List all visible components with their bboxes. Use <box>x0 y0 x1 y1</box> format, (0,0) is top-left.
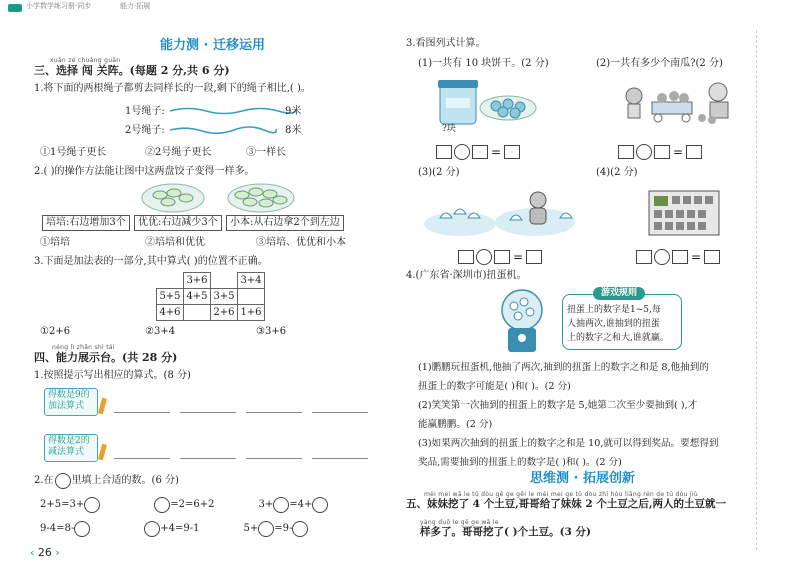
hint-box-subtraction <box>44 434 98 462</box>
answer-circle[interactable] <box>476 249 492 265</box>
r-sub4: (4)(2 分) <box>596 167 638 178</box>
eq-text: =9- <box>274 523 293 534</box>
q4-1-text: 1.按照提示写出相应的算式。(8 分) <box>34 370 191 381</box>
rope2-illustration <box>168 123 278 137</box>
table-cell: 3+6 <box>184 273 211 289</box>
r-q4-text: 4.(广东省·深圳市)扭蛋机。 <box>406 270 527 281</box>
formula-blanks-3 <box>458 249 542 265</box>
answer-box[interactable] <box>458 250 474 264</box>
answer-box[interactable] <box>494 250 510 264</box>
q3-3-text: 3.下面是加法表的一部分,其中算式( )的位置不正确。 <box>34 256 268 267</box>
table-cell: 1+6 <box>238 305 265 321</box>
q3-1-option-b[interactable]: ②2号绳子更长 <box>145 147 212 158</box>
table-cell: 3+4 <box>238 273 265 289</box>
answer-line[interactable] <box>312 412 368 413</box>
r-sub3: (3)(2 分) <box>418 167 460 178</box>
answer-circle[interactable] <box>636 144 652 160</box>
q3-3-option-b[interactable]: ②3+4 <box>145 326 176 337</box>
q4-pinyin: néng lì zhǎn shì tái <box>52 344 115 351</box>
hint-line: 得数是9的 <box>48 390 90 400</box>
pencil-icon <box>98 444 107 461</box>
pumpkin-cart-illustration <box>622 74 742 124</box>
answer-box[interactable] <box>686 145 702 159</box>
answer-circle[interactable] <box>154 497 170 513</box>
page-prev-icon: ‹ <box>30 546 38 559</box>
eq-text: =4+ <box>289 499 313 510</box>
q3-2-option-b[interactable]: ②培培和优优 <box>145 237 205 248</box>
table-row <box>157 273 265 289</box>
rope1-illustration <box>168 104 298 118</box>
answer-circle[interactable] <box>84 497 100 513</box>
q4-2-text <box>34 473 179 489</box>
answer-circle[interactable] <box>74 521 90 537</box>
table-cell <box>157 273 184 289</box>
equals-icon: = <box>513 250 524 264</box>
table-cell: 4+5 <box>184 289 211 305</box>
q5-line2: 样多了。哥哥挖了( )个土豆。(3 分) <box>420 526 591 538</box>
option-tag-youyou: 优优:右边减少3个 <box>134 215 222 231</box>
r-p2b: 能赢鹏鹏。(2 分) <box>418 419 493 430</box>
addition-table <box>156 272 265 321</box>
r-p1: (1)鹏鹏玩扭蛋机,他抽了两次,抽到的扭蛋上的数字之和是 8,他抽到的 <box>418 362 709 373</box>
answer-line[interactable] <box>114 458 170 459</box>
eq-text: =2=6+2 <box>170 499 215 510</box>
table-cell <box>211 273 238 289</box>
q3-1-option-a[interactable]: ①1号绳子更长 <box>40 147 107 158</box>
answer-line[interactable] <box>312 458 368 459</box>
r-p3b: 奖品,需要抽到的扭蛋上的数字是( )和( )。(2 分) <box>418 457 622 468</box>
answer-box[interactable] <box>504 145 520 159</box>
table-cell: 2+6 <box>211 305 238 321</box>
q4-heading: 四、能力展示台。(共 28 分) <box>34 351 178 364</box>
answer-line[interactable] <box>180 458 236 459</box>
margin-divider <box>756 30 757 550</box>
equals-icon: = <box>491 145 502 159</box>
answer-line[interactable] <box>180 412 236 413</box>
answer-box[interactable] <box>672 250 688 264</box>
rope2-length: 8米 <box>285 125 302 136</box>
answer-line[interactable] <box>246 412 302 413</box>
answer-circle[interactable] <box>258 521 274 537</box>
eq-text: 9-4=8- <box>40 523 75 534</box>
answer-box[interactable] <box>526 250 542 264</box>
biscuit-caption: ?块 <box>442 124 456 134</box>
q5-pinyin: mèi mei wā le tǔ dòu gē ge gěi le mèi mei ge tǔ dòu zhī hòu liǎng rén de tǔ dòu jiù <box>424 491 698 498</box>
answer-circle[interactable] <box>312 497 328 513</box>
page-number <box>30 546 60 559</box>
answer-box[interactable] <box>636 250 652 264</box>
mushrooms-illustration <box>420 186 580 242</box>
q3-heading: 三、选择 闯 关阵。(每题 2 分,共 6 分) <box>34 64 230 77</box>
equals-icon: = <box>673 145 684 159</box>
eq-text: +4=9-1 <box>160 523 200 534</box>
gumball-machine-illustration <box>498 286 546 356</box>
answer-circle[interactable] <box>273 497 289 513</box>
unit-badge <box>8 4 22 12</box>
hint-line: 得数是2的 <box>48 436 90 446</box>
table-row <box>157 289 265 305</box>
r-sub1: (1)一共有 10 块饼干。(2 分) <box>418 58 549 69</box>
section-title-ability: 能力测 · 迁移运用 <box>160 38 265 53</box>
running-title: 小学数学练习册·同步 <box>26 2 92 10</box>
r-p2: (2)笑笑第一次抽到的扭蛋上的数字是 5,她第二次至少要抽到( ),才 <box>418 400 698 411</box>
table-cell: 3+5 <box>211 289 238 305</box>
equals-icon: = <box>691 250 702 264</box>
q5-line1: 五、妹妹挖了 4 个土豆,哥哥给了妹妹 2 个土豆之后,两人的土豆就一 <box>406 498 727 510</box>
r-p1b: 扭蛋上的数字可能是( )和( )。(2 分) <box>418 381 571 392</box>
r-q3-text: 3.看图列式计算。 <box>406 38 486 49</box>
rules-line: 扭蛋上的数字是1~5,每 <box>567 305 661 315</box>
header-small-label: 能力·拓展 <box>120 2 151 10</box>
formula-blanks-2 <box>618 144 702 160</box>
answer-box[interactable] <box>654 145 670 159</box>
answer-circle[interactable] <box>454 144 470 160</box>
q3-3-option-c[interactable]: ③3+6 <box>256 326 287 337</box>
answer-line[interactable] <box>114 412 170 413</box>
r-p3: (3)如果两次抽到的扭蛋上的数字之和是 10,就可以得到奖品。要想得到 <box>418 438 719 449</box>
answer-box[interactable] <box>618 145 634 159</box>
biscuit-plate-illustration <box>478 92 538 122</box>
pencil-icon <box>98 398 107 415</box>
q5-pinyin2: yàng duō le gē ge wā le <box>420 519 499 526</box>
eq-row-2 <box>40 521 370 537</box>
table-row <box>157 305 265 321</box>
table-cell: 5+5 <box>157 289 184 305</box>
answer-circle[interactable] <box>654 249 670 265</box>
q3-2-text: 2.( )的操作方法能让图中这两盘饺子变得一样多。 <box>34 166 255 177</box>
hint-line: 加法算式 <box>48 400 85 411</box>
formula-blanks-1 <box>436 144 520 160</box>
formula-blanks-4 <box>636 249 720 265</box>
answer-box[interactable] <box>704 250 720 264</box>
answer-circle[interactable] <box>292 521 308 537</box>
chocolate-box-illustration <box>648 190 720 236</box>
q3-pinyin: xuǎn zé chuǎng guān <box>50 57 121 64</box>
rope1-length: 9米 <box>285 106 302 117</box>
hint-line: 减法算式 <box>48 446 85 457</box>
page-number-value: 26 <box>37 546 52 559</box>
rules-line: 上的数字之和大,谁就赢。 <box>567 333 669 343</box>
section-title-thinking: 思维测 · 拓展创新 <box>530 471 635 486</box>
answer-circle[interactable] <box>144 521 160 537</box>
eq-text: 3+ <box>258 499 274 510</box>
dumplings-right-plate <box>226 180 296 214</box>
q3-3-option-a[interactable]: ①2+6 <box>40 326 71 337</box>
q3-2-option-a[interactable]: ①培培 <box>40 237 70 248</box>
table-cell <box>238 289 265 305</box>
rope2-label: 2号绳子: <box>125 125 165 136</box>
rope1-label: 1号绳子: <box>125 106 165 117</box>
eq-text: 2+5=3+ <box>40 499 85 510</box>
rules-title: 游戏规则 <box>593 287 645 300</box>
eq-row-1 <box>40 497 370 513</box>
q4-2-prefix: 2.在 <box>34 475 54 486</box>
page-next-icon: › <box>51 546 60 559</box>
q4-2-suffix: 里填上合适的数。(6 分) <box>71 475 179 486</box>
game-rules-box <box>562 288 682 350</box>
table-cell <box>184 305 211 321</box>
table-cell: 4+6 <box>157 305 184 321</box>
option-tag-xiaoben: 小本:从右边拿2个到左边 <box>226 215 344 231</box>
option-tag-peipei: 培培:右边增加3个 <box>42 215 130 231</box>
hint-box-addition <box>44 388 98 416</box>
rules-line: 人抽两次,谁抽到的扭蛋 <box>567 319 660 329</box>
q3-1-option-c[interactable]: ③一样长 <box>246 147 286 158</box>
answer-line[interactable] <box>246 458 302 459</box>
answer-box[interactable] <box>472 145 488 159</box>
q3-1-text: 1.将下面的两根绳子都剪去同样长的一段,剩下的绳子相比,( )。 <box>34 83 311 94</box>
circle-blank-icon <box>55 473 71 489</box>
q3-2-option-c[interactable]: ③培培、优优和小本 <box>256 237 346 248</box>
r-sub2: (2)一共有多少个南瓜?(2 分) <box>596 58 723 69</box>
dumplings-left-plate <box>140 180 206 214</box>
answer-box[interactable] <box>436 145 452 159</box>
biscuit-jar-illustration <box>436 78 480 126</box>
eq-text: 5+ <box>243 523 259 534</box>
